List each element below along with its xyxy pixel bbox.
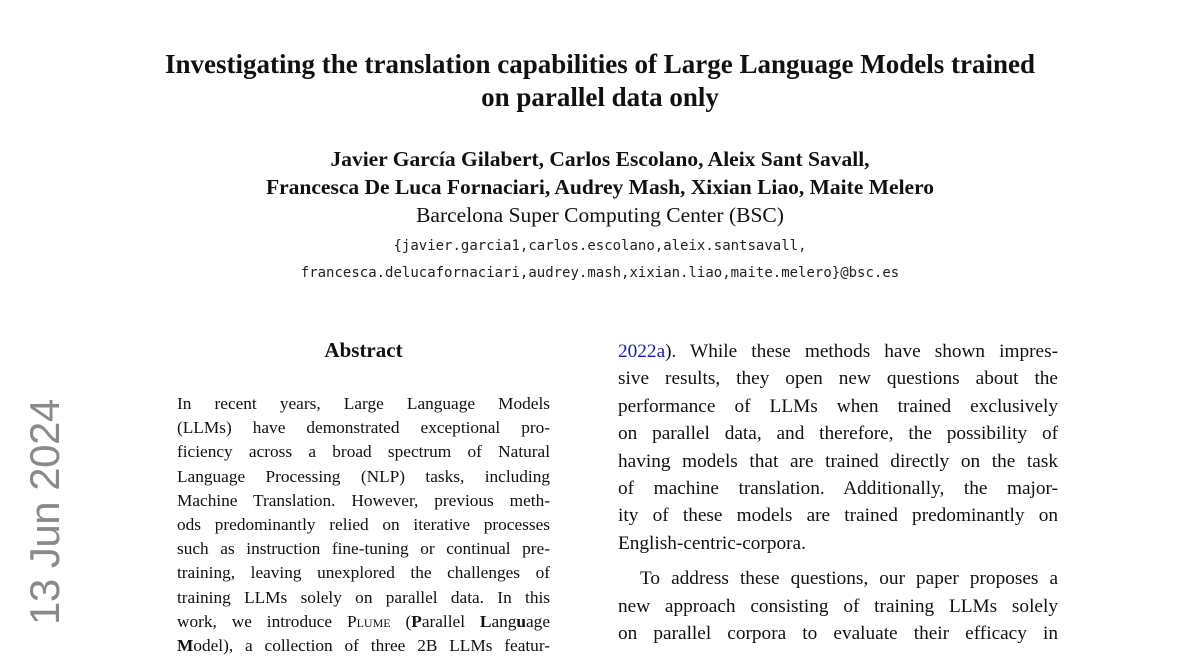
abstract-line: ficiency across a broad spectrum of Natural (177, 442, 550, 462)
abstract-line: Language Processing (NLP) tasks, including (177, 466, 550, 486)
intro-line: performance of LLMs when trained exclusively (618, 395, 1058, 417)
abstract-line-plume (177, 610, 550, 634)
abstract-text: work, we introduce (177, 611, 347, 631)
abstract-text: odel), a collection of three 2B LLMs featur- (193, 636, 550, 656)
title-line-1: Investigating the translation capabilities of Large Language Models trained (165, 49, 1035, 79)
author-list (150, 145, 1050, 201)
abstract-line: In recent years, Large Language Models (177, 394, 550, 413)
abstract-line: ods predominantly relied on iterative processes (177, 515, 550, 535)
abstract-text: ang (491, 611, 517, 631)
abstract-line: training, leaving unexplored the challenges of (177, 563, 550, 583)
abstract-body (177, 392, 550, 658)
abstract-line: such as instruction fine-tuning or continual pre- (177, 539, 550, 559)
intro-line: sive results, they open new questions about the (618, 368, 1058, 390)
authors-line-2: Francesca De Luca Fornaciari, Audrey Mash, Xixian Liao, Maite Melero (266, 175, 934, 199)
acronym-letter: M (177, 636, 194, 656)
emails-line-2: francesca.delucafornaciari,audrey.mash,xixian.liao,maite.melero}@bsc.es (300, 265, 900, 281)
intro-line: new approach consisting of training LLMs solely (618, 595, 1058, 617)
intro-line: English-centric-corpora. (618, 532, 806, 554)
intro-line: of machine translation. Additionally, the major- (618, 478, 1058, 500)
intro-line: ity of these models are trained predominantly on (618, 505, 1058, 527)
abstract-line-model (177, 634, 550, 658)
intro-line (618, 338, 1058, 365)
acronym-letter: L (479, 611, 492, 631)
acronym-letter: u (516, 611, 527, 631)
abstract-line: (LLMs) have demonstrated exceptional pro- (177, 418, 550, 438)
intro-paragraph-2 (618, 565, 1058, 647)
paper-title (130, 48, 1070, 114)
intro-line: To address these questions, our paper proposes a (640, 568, 1058, 590)
emails-line-1: {javier.garcia1,carlos.escolano,aleix.santsavall, (393, 238, 807, 254)
abstract-line: Machine Translation. However, previous meth- (177, 490, 550, 510)
intro-line: on parallel corpora to evaluate their efficacy in (618, 623, 1058, 645)
intro-line: having models that are trained directly on the task (618, 450, 1058, 472)
intro-line: on parallel data, and therefore, the possibility of (618, 423, 1058, 445)
author-emails (150, 233, 1050, 287)
abstract-text: arallel (421, 611, 480, 631)
authors-line-1: Javier García Gilabert, Carlos Escolano, Aleix Sant Savall, (330, 147, 870, 171)
title-line-2: on parallel data only (481, 82, 719, 112)
plume-name: Plume (346, 611, 391, 631)
citation-link[interactable]: 2022a (618, 341, 666, 362)
acronym-letter: P (411, 611, 422, 631)
abstract-line: training LLMs solely on parallel data. In this (177, 587, 550, 607)
intro-paragraph-1 (618, 338, 1058, 557)
intro-text: ). While these methods have shown impres- (665, 341, 1058, 362)
affiliation: Barcelona Super Computing Center (BSC) (416, 203, 784, 227)
intro-column (618, 338, 1058, 647)
abstract-heading: Abstract (324, 338, 403, 362)
abstract-text: ( (390, 611, 412, 631)
abstract-text: age (526, 611, 550, 631)
arxiv-date-stamp: 13 Jun 2024 (21, 399, 68, 625)
